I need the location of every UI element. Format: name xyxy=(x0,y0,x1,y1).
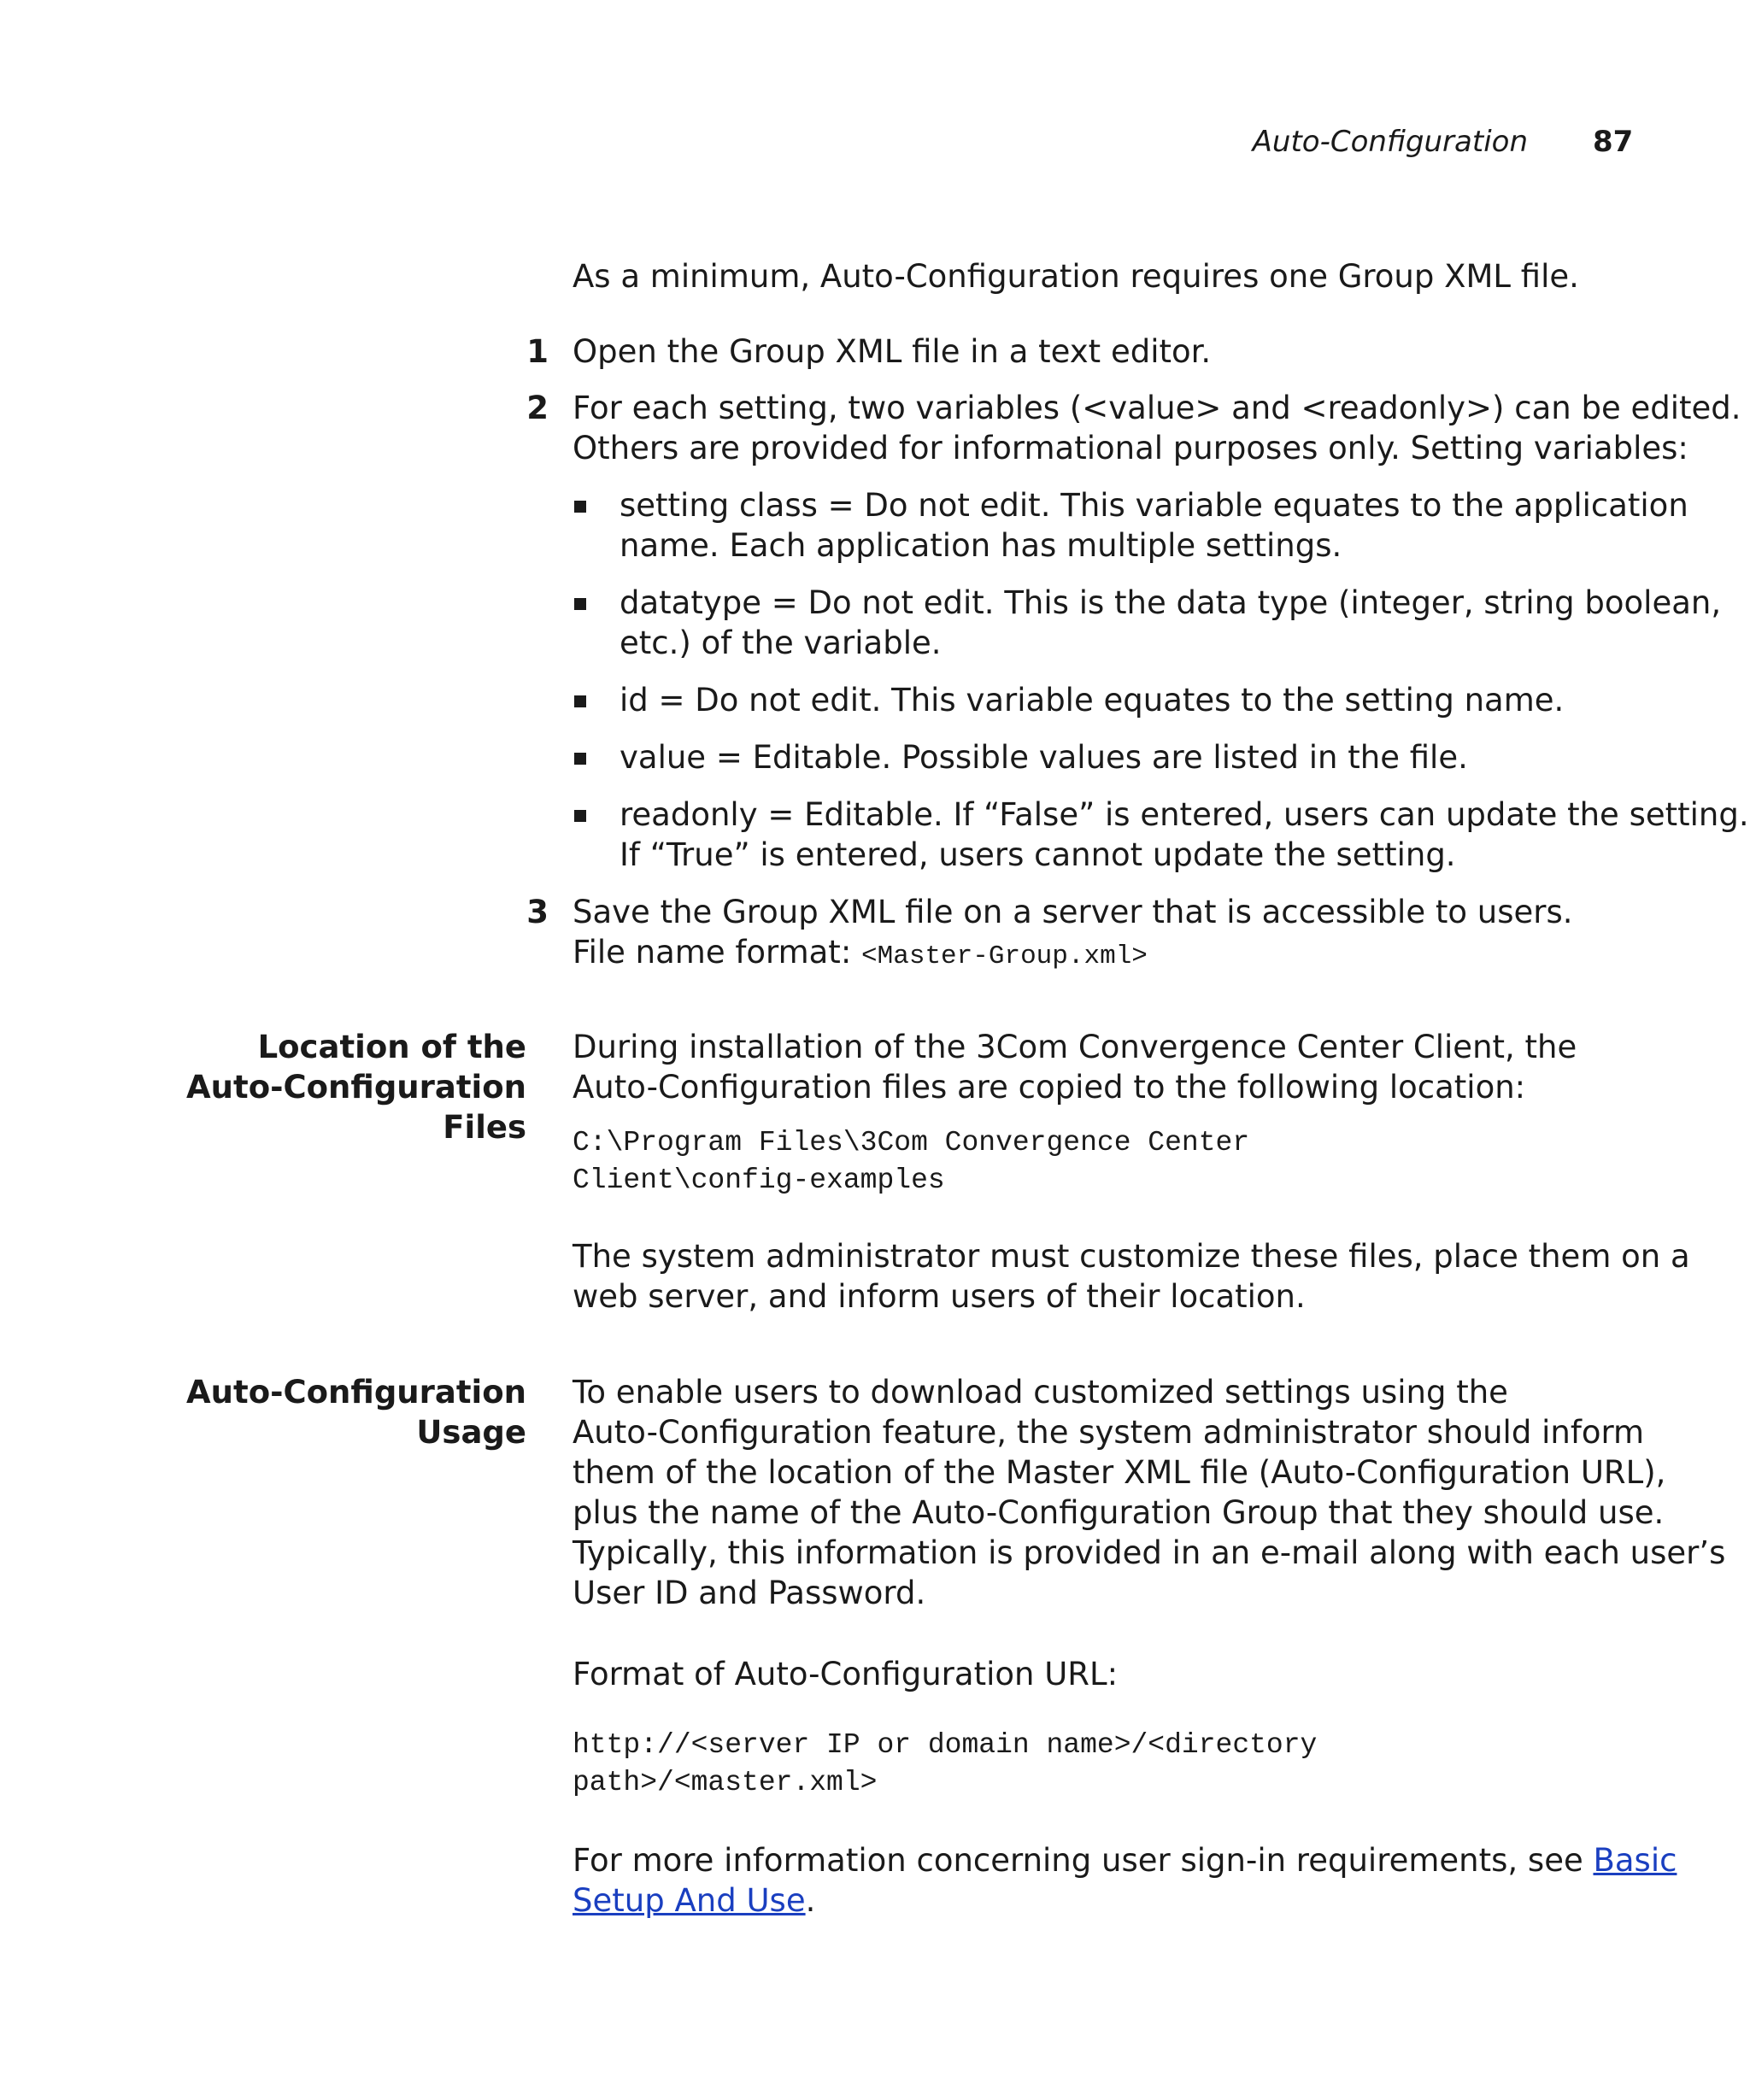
bullet-square-icon xyxy=(574,598,586,610)
location-paragraph-2 xyxy=(573,1236,1690,1317)
step-number-2: 2 xyxy=(526,390,549,426)
paragraph-line: Auto-Configuration files are copied to the following location: xyxy=(573,1069,1526,1106)
paragraph-line: The system administrator must customize these files, place them on a xyxy=(573,1238,1690,1275)
paragraph-line: Typically, this information is provided in an e-mail along with each user’s xyxy=(573,1534,1726,1571)
step-number-1: 1 xyxy=(526,333,549,370)
paragraph-line: During installation of the 3Com Convergence Center Client, the xyxy=(573,1029,1577,1065)
code-line: Client\config-examples xyxy=(573,1164,945,1196)
intro-paragraph: As a minimum, Auto-Configuration requires one Group XML file. xyxy=(573,258,1579,295)
paragraph-line: them of the location of the Master XML file (Auto-Configuration URL), xyxy=(573,1454,1666,1491)
more-info-prefix: For more information concerning user sign-in requirements, see xyxy=(573,1842,1594,1879)
paragraph-line: plus the name of the Auto-Configuration Group that they should use. xyxy=(573,1494,1665,1531)
paragraph-line: User ID and Password. xyxy=(573,1575,926,1611)
bullet-line: readonly = Editable. If “False” is entered, users can update the setting. xyxy=(620,796,1749,833)
bullet-square-icon xyxy=(574,753,586,765)
bullet-line: name. Each application has multiple settings. xyxy=(620,527,1342,564)
step-3-text xyxy=(573,892,1573,977)
url-format-label: Format of Auto-Configuration URL: xyxy=(573,1656,1119,1692)
bullet-value: value = Editable. Possible values are listed in the file. xyxy=(620,739,1468,776)
paragraph-line: To enable users to download customized settings using the xyxy=(573,1374,1508,1411)
bullet-datatype xyxy=(620,583,1721,663)
bullet-line: If “True” is entered, users cannot update the setting. xyxy=(620,836,1456,873)
paragraph-line: Auto-Configuration feature, the system administrator should inform xyxy=(573,1414,1645,1451)
bullet-square-icon xyxy=(574,810,586,822)
url-format-code xyxy=(573,1727,1317,1802)
running-header-title: Auto-Configuration xyxy=(1252,125,1528,159)
section-heading-line: Location of the xyxy=(257,1029,526,1065)
section-heading-line: Usage xyxy=(416,1414,526,1451)
step-2-text xyxy=(573,388,1741,468)
section-heading-line: Files xyxy=(443,1109,526,1146)
step-2-line: Others are provided for informational purposes only. Setting variables: xyxy=(573,430,1688,466)
paragraph-line: web server, and inform users of their location. xyxy=(573,1278,1306,1315)
section-heading-location xyxy=(186,1027,526,1147)
step-3-line: Save the Group XML file on a server that is accessible to users. xyxy=(573,894,1573,930)
code-line: C:\Program Files\3Com Convergence Center xyxy=(573,1127,1250,1159)
section-heading-usage xyxy=(186,1372,526,1452)
code-line: http://<server IP or domain name>/<directory xyxy=(573,1729,1318,1761)
more-info-line-2 xyxy=(573,1880,1677,1921)
usage-paragraph-1 xyxy=(573,1372,1725,1613)
more-info-paragraph xyxy=(573,1840,1677,1921)
bullet-readonly xyxy=(620,795,1749,875)
bullet-square-icon xyxy=(574,501,586,513)
section-heading-line: Auto-Configuration xyxy=(186,1374,526,1411)
page-number: 87 xyxy=(1593,125,1634,159)
step-1-text: Open the Group XML file in a text editor. xyxy=(573,333,1212,370)
file-name-format-value: <Master-Group.xml> xyxy=(861,941,1148,971)
file-name-format-label: File name format: xyxy=(573,934,862,971)
bullet-line: datatype = Do not edit. This is the data type (integer, string boolean, xyxy=(620,584,1722,621)
bullet-line: setting class = Do not edit. This variable equates to the application xyxy=(620,487,1688,524)
bullet-id: id = Do not edit. This variable equates to the setting name. xyxy=(620,682,1565,719)
bullet-setting-class xyxy=(620,485,1688,566)
more-info-line-1 xyxy=(573,1840,1677,1880)
step-2-line: For each setting, two variables (<value> and <readonly>) can be edited. xyxy=(573,390,1741,426)
bullet-square-icon xyxy=(574,695,586,707)
basic-setup-link[interactable]: Setup And Use xyxy=(573,1882,806,1919)
location-paragraph-1 xyxy=(573,1027,1577,1107)
bullet-line: etc.) of the variable. xyxy=(620,625,942,661)
step-number-3: 3 xyxy=(526,894,549,930)
more-info-suffix: . xyxy=(805,1882,816,1919)
install-path-code xyxy=(573,1124,1249,1200)
section-heading-line: Auto-Configuration xyxy=(186,1069,526,1106)
basic-setup-link[interactable]: Basic xyxy=(1593,1842,1677,1879)
code-line: path>/<master.xml> xyxy=(573,1767,878,1798)
file-name-format xyxy=(573,932,1573,977)
